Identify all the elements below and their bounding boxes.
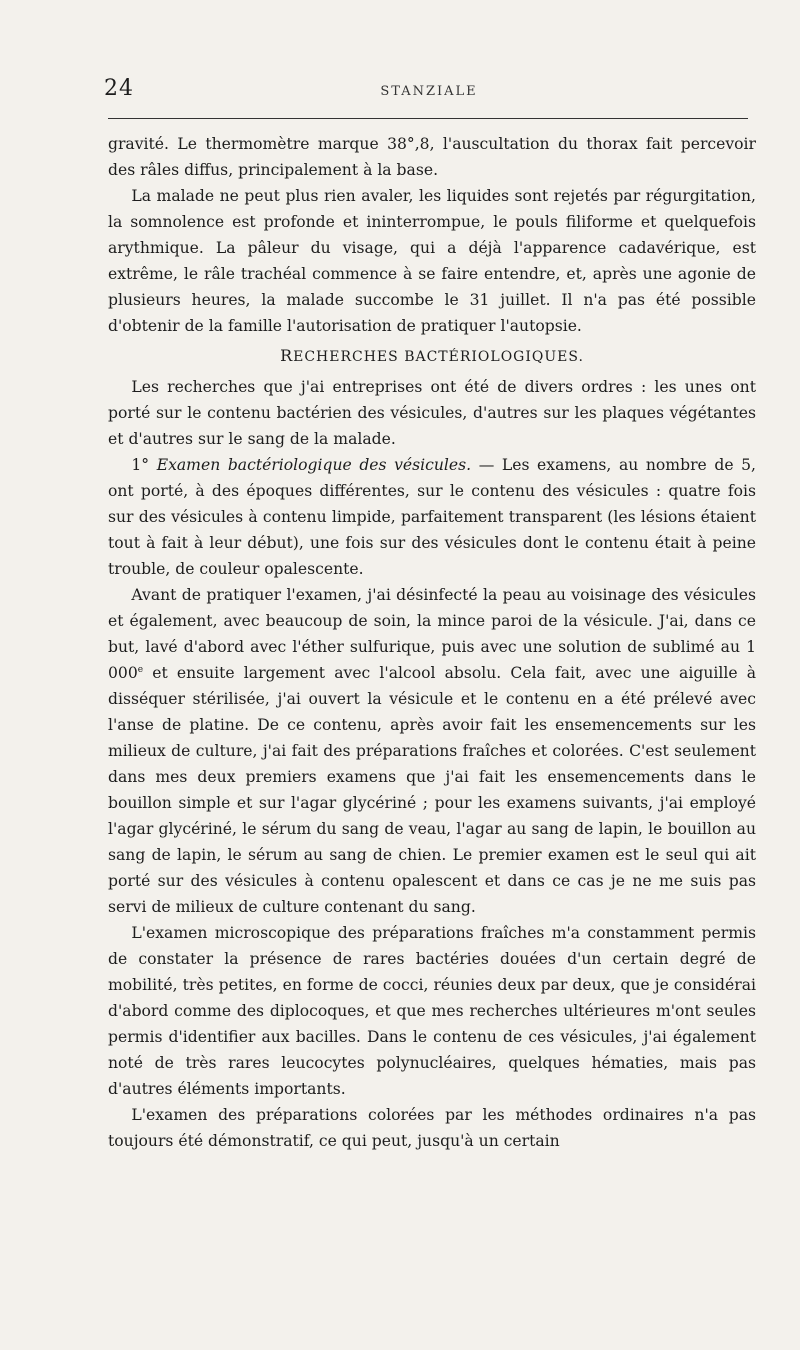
paragraph-5-part-b: et ensuite largement avec l'alcool absolu. Cela fait, avec une aiguille à disséquer stérilisée, j'ai ouvert la vésicule et le contenu en a été prélevé avec l'anse de platine. De ce contenu, après avoir fait les ensemencements sur les milieux de culture, j'ai fait des préparations fraîches et colorées. C'est seulement dans mes deux premiers examens que j'ai fait les ensemencements dans le bouillon simple et sur l'agar glycériné ; pour les examens suivants, j'ai employé l'agar glycériné, le sérum du sang de veau, l'agar au sang de lapin, le bouillon au sang de lapin, le sérum au sang de chien. Le premier examen est le seul qui ait porté sur des vésicules à contenu opalescent et dans ce cas je ne me suis pas servi de milieux de culture contenant du sang.: [108, 664, 756, 916]
page-header: [104, 76, 754, 108]
running-head: STANZIALE: [380, 84, 478, 99]
paragraph-7: L'examen des préparations colorées par les méthodes ordinaires n'a pas toujours été démonstratif, ce qui peut, jusqu'à un certain: [108, 1106, 756, 1150]
paragraph-3: Les recherches que j'ai entreprises ont été de divers ordres : les unes ont porté sur le contenu bactérien des vésicules, d'autres sur les plaques végétantes et d'autres sur le sang de la malade.: [108, 378, 756, 448]
paragraph-5-part-a: Avant de pratiquer l'examen, j'ai désinfecté la peau au voisinage des vésicules et également, avec beaucoup de soin, la mince paroi de la vésicule. J'ai, dans ce but, lavé d'abord avec l'éther sulfurique, puis avec une solution de sublimé au 1 000: [108, 586, 756, 682]
header-rule: [108, 118, 748, 119]
section-heading-rest: ECHERCHES BACTÉRIOLOGIQUES.: [293, 349, 584, 365]
body-text: [108, 131, 756, 1154]
paragraph-4-text: — Les examens, au nombre de 5, ont porté, à des époques différentes, sur le contenu des vésicules : quatre fois sur des vésicules à contenu limpide, parfaitement transparent (les lésions étaient tout à fait à leur début), une fois sur des vésicules dont le contenu était à peine trouble, de couleur opalescente.: [108, 456, 757, 578]
paragraph-4-number: 1°: [131, 456, 150, 474]
paragraph-5-superscript: e: [137, 664, 144, 675]
paragraph-4: [108, 452, 756, 582]
section-heading-initial: R: [280, 346, 294, 365]
paragraph-1: gravité. Le thermomètre marque 38°,8, l'auscultation du thorax fait percevoir des râles diffus, principalement à la base.: [108, 135, 756, 179]
section-heading: [108, 343, 756, 370]
page-number: 24: [104, 76, 134, 101]
paragraph-4-title: Examen bactériologique des vésicules.: [156, 456, 472, 474]
paragraph-6: L'examen microscopique des préparations fraîches m'a constamment permis de constater la présence de rares bactéries douées d'un certain degré de mobilité, très petites, en forme de cocci, réunies deux par deux, que je considérai d'abord comme des diplocoques, et que mes recherches ultérieures m'ont seules permis d'identifier aux bacilles. Dans le contenu de ces vésicules, j'ai également noté de très rares leucocytes polynucléaires, quelques hématies, mais pas d'autres éléments importants.: [108, 924, 756, 1098]
paragraph-2: La malade ne peut plus rien avaler, les liquides sont rejetés par régurgitation, la somnolence est profonde et ininterrompue, le pouls filiforme et quelquefois arythmique. La pâleur du visage, qui a déjà l'apparence cadavérique, est extrême, le râle trachéal commence à se faire entendre, et, après une agonie de plusieurs heures, la malade succombe le 31 juillet. Il n'a pas été possible d'obtenir de la famille l'autorisation de pratiquer l'autopsie.: [108, 187, 756, 335]
paragraph-5: [108, 582, 756, 920]
